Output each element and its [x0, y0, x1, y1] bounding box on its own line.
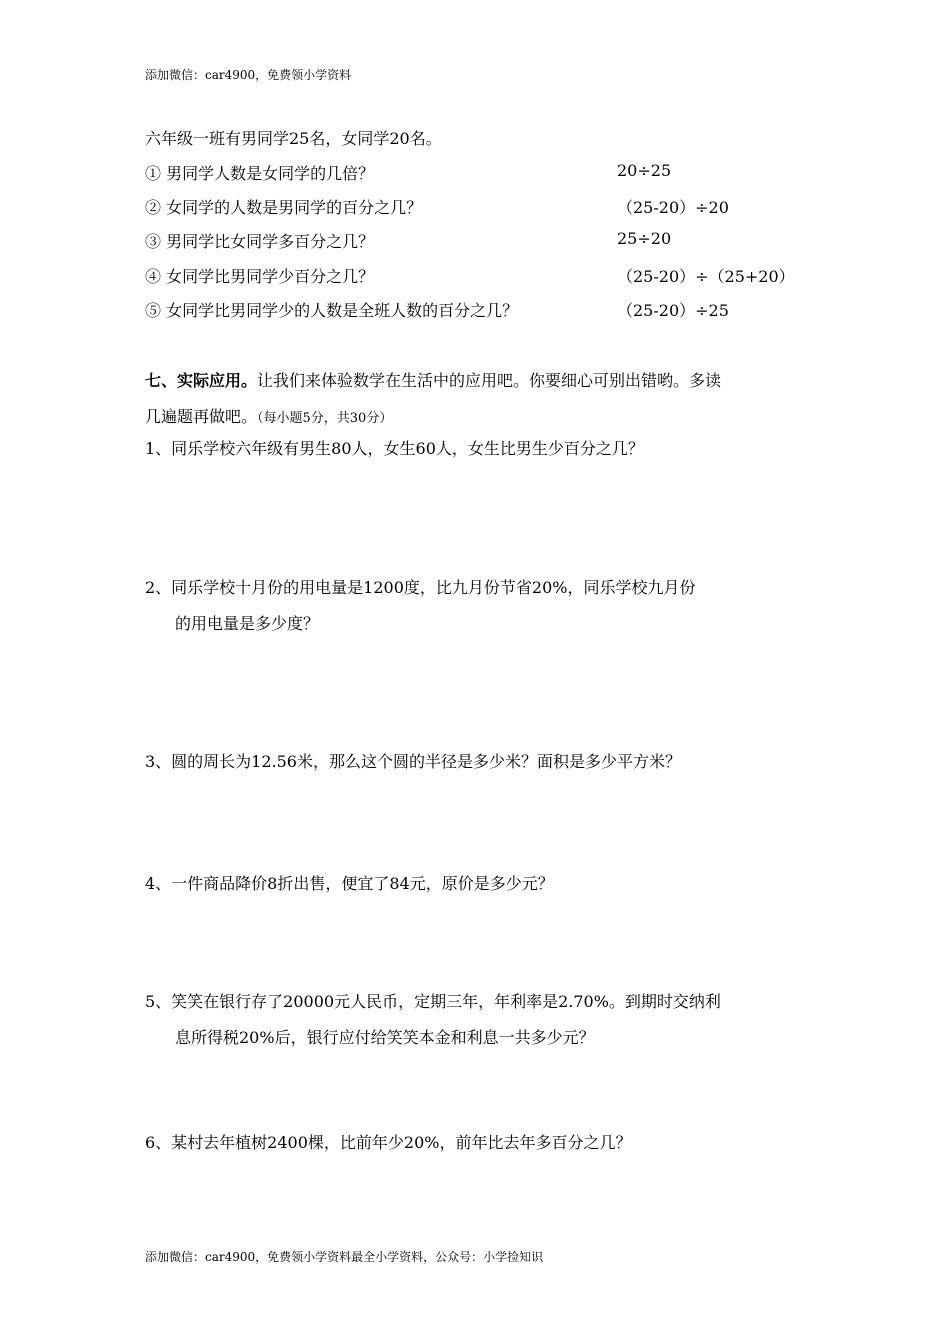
problem-text: 4、一件商品降价8折出售，便宜了84元，原价是多少元？ [145, 874, 554, 893]
match-question: ② 女同学的人数是男同学的百分之几？ [145, 198, 423, 217]
section-title: 七、实际应用。 [145, 371, 258, 390]
problem-text-cont: 的用电量是多少度？ [175, 614, 320, 633]
section-heading [145, 368, 721, 391]
problem-text: 6、某村去年植树2400棵，比前年少20%，前年比去年多百分之几？ [145, 1133, 632, 1152]
match-question: ④ 女同学比男同学少百分之几？ [145, 267, 375, 286]
match-answer: （25-20）÷25 [617, 301, 729, 320]
match-row-5 [145, 298, 825, 322]
header-note: 添加微信：car4900，免费领小学资料 [145, 68, 352, 82]
problem-text: 5、笑笑在银行存了20000元人民币，定期三年，年利率是2.70%。到期时交纳利 [145, 992, 721, 1011]
match-question: ⑤ 女同学比男同学少的人数是全班人数的百分之几？ [145, 301, 519, 320]
footer-note: 添加微信：car4900，免费领小学资料最全小学资料，公众号：小学捡知识 [145, 1250, 544, 1264]
match-answer: （25-20）÷20 [617, 198, 729, 217]
problem-text: 2、同乐学校十月份的用电量是1200度，比九月份节省20%，同乐学校九月份 [145, 578, 696, 597]
problem-5 [145, 984, 721, 1056]
match-row-3 [145, 229, 825, 253]
problem-text-cont: 息所得税20%后，银行应付给笑笑本金和利息一共多少元？ [175, 1028, 595, 1047]
match-question: ③ 男同学比女同学多百分之几？ [145, 232, 375, 251]
match-answer: 20÷25 [617, 161, 672, 180]
intro-text: 六年级一班有男同学25名，女同学20名。 [145, 129, 442, 148]
problem-text: 3、圆的周长为12.56米，那么这个圆的半径是多少米？面积是多少平方米？ [145, 752, 681, 771]
problem-4 [145, 866, 554, 902]
match-row-2 [145, 195, 825, 219]
match-answer: （25-20）÷（25+20） [617, 267, 795, 286]
match-answer: 25÷20 [617, 229, 672, 248]
match-row-1 [145, 161, 825, 185]
problem-6 [145, 1125, 631, 1161]
problem-text: 1、同乐学校六年级有男生80人，女生60人，女生比男生少百分之几？ [145, 439, 644, 458]
section-heading-line-2 [145, 404, 392, 427]
section-instructions: 让我们来体验数学在生活中的应用吧。你要细心可别出错哟。多读 [257, 371, 722, 390]
problem-3 [145, 744, 681, 780]
section-instructions-cont: 几遍题再做吧。 [145, 407, 258, 426]
match-question: ① 男同学人数是女同学的几倍？ [145, 164, 375, 183]
match-row-4 [145, 264, 825, 288]
problem-1 [145, 431, 644, 467]
section-score: （每小题5分，共30分） [257, 411, 393, 426]
problem-2 [145, 570, 695, 642]
